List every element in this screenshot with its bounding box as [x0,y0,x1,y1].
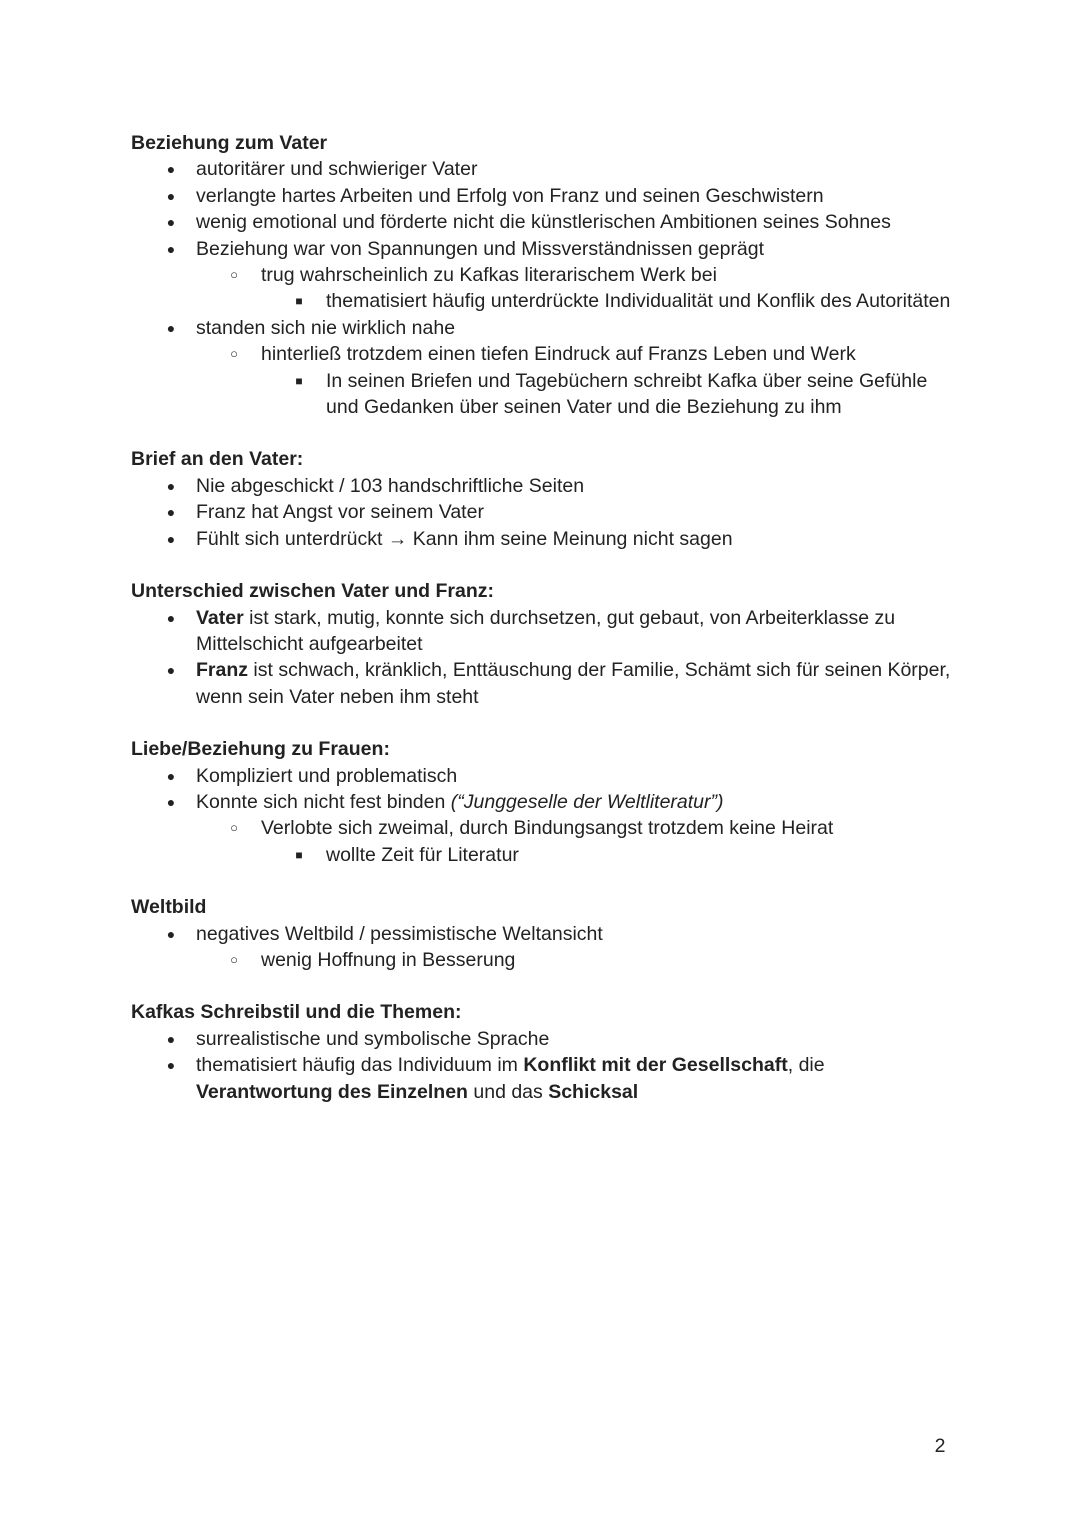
list-item: ● wenig emotional und förderte nicht die künstlerischen Ambitionen seines Sohnes [131,209,961,235]
list-item: ○ hinterließ trotzdem einen tiefen Eindruck auf Franzs Leben und Werk [131,341,961,367]
section-heading: Beziehung zum Vater [131,132,328,154]
list-item: ● thematisiert häufig das Individuum im Konflikt mit der Gesellschaft, die Verantwortung des Einzelnen und das Schicksal [131,1052,961,1105]
bullet-square-icon: ■ [295,373,303,388]
bullet-dot-icon: ● [166,187,176,204]
bullet-square-icon: ■ [295,847,303,862]
section-heading: Brief an den Vater: [131,448,304,471]
bullet-list [131,763,961,869]
section-weltbild [131,894,961,973]
bullet-circle-icon: ○ [230,951,238,967]
bullet-dot-icon: ● [166,530,176,547]
bullet-circle-icon: ○ [230,267,238,283]
section-schreibstil [131,999,961,1105]
list-item: ■ In seinen Briefen und Tagebüchern schreibt Kafka über seine Gefühle und Gedanken über seinen Vater und die Beziehung zu ihm [131,368,961,421]
bullet-dot-icon: ● [166,1057,176,1074]
bullet-dot-icon: ● [166,161,176,178]
document-content [131,130,961,1131]
bullet-dot-icon: ● [166,767,176,784]
list-item: ● Fühlt sich unterdrückt → Kann ihm seine Meinung nicht sagen [131,526,961,552]
bullet-dot-icon: ● [166,925,176,942]
bullet-circle-icon: ○ [230,820,238,836]
section-heading: Unterschied zwischen Vater und Franz: [131,580,494,603]
bullet-dot-icon: ● [166,504,176,521]
page-number: 2 [934,1435,946,1457]
bullet-list [131,1026,961,1105]
bullet-list [131,605,961,711]
list-item: ● negatives Weltbild / pessimistische Weltansicht [131,921,961,947]
bullet-square-icon: ■ [295,294,303,309]
list-item: ● standen sich nie wirklich nahe [131,315,961,341]
list-item: ○ wenig Hoffnung in Besserung [131,947,961,973]
list-item: ○ trug wahrscheinlich zu Kafkas literarischem Werk bei [131,262,961,288]
section-unterschied [131,578,961,710]
list-item: ● verlangte hartes Arbeiten und Erfolg von Franz und seinen Geschwistern [131,183,961,209]
list-item: ● Beziehung war von Spannungen und Missverständnissen geprägt [131,236,961,262]
bullet-dot-icon: ● [166,240,176,257]
section-heading: Liebe/Beziehung zu Frauen: [131,738,390,761]
list-item: ● Konnte sich nicht fest binden (“Junggeselle der Weltliteratur”) [131,789,961,815]
list-item: ● Franz ist schwach, kränklich, Enttäuschung der Familie, Schämt sich für seinen Körper, wenn sein Vater neben ihm steht [131,657,961,710]
bullet-dot-icon: ● [166,662,176,679]
list-item: ○ Verlobte sich zweimal, durch Bindungsangst trotzdem keine Heirat [131,815,961,841]
list-item: ● Nie abgeschickt / 103 handschriftliche Seiten [131,473,961,499]
bullet-dot-icon: ● [166,214,176,231]
bullet-list [131,473,961,552]
bullet-circle-icon: ○ [230,346,238,362]
bullet-dot-icon: ● [166,477,176,494]
section-liebe [131,736,961,868]
bullet-dot-icon: ● [166,609,176,626]
list-item: ● Franz hat Angst vor seinem Vater [131,499,961,525]
bullet-dot-icon: ● [166,1030,176,1047]
bullet-dot-icon: ● [166,793,176,810]
list-item: ● autoritärer und schwieriger Vater [131,156,961,182]
section-heading: Weltbild [131,896,207,919]
section-heading: Kafkas Schreibstil und die Themen: [131,1001,462,1024]
list-item: ● surrealistische und symbolische Sprache [131,1026,961,1052]
list-item: ■ wollte Zeit für Literatur [131,842,961,868]
bullet-list [131,156,961,420]
list-item: ● Kompliziert und problematisch [131,763,961,789]
section-beziehung-zum-vater [131,130,961,420]
section-brief-an-den-vater [131,446,961,552]
bullet-list [131,921,961,974]
list-item: ■ thematisiert häufig unterdrückte Individualität und Konflik des Autoritäten [131,288,961,314]
list-item: ● Vater ist stark, mutig, konnte sich durchsetzen, gut gebaut, von Arbeiterklasse zu Mittelschicht aufgearbeitet [131,605,961,658]
bullet-dot-icon: ● [166,319,176,336]
